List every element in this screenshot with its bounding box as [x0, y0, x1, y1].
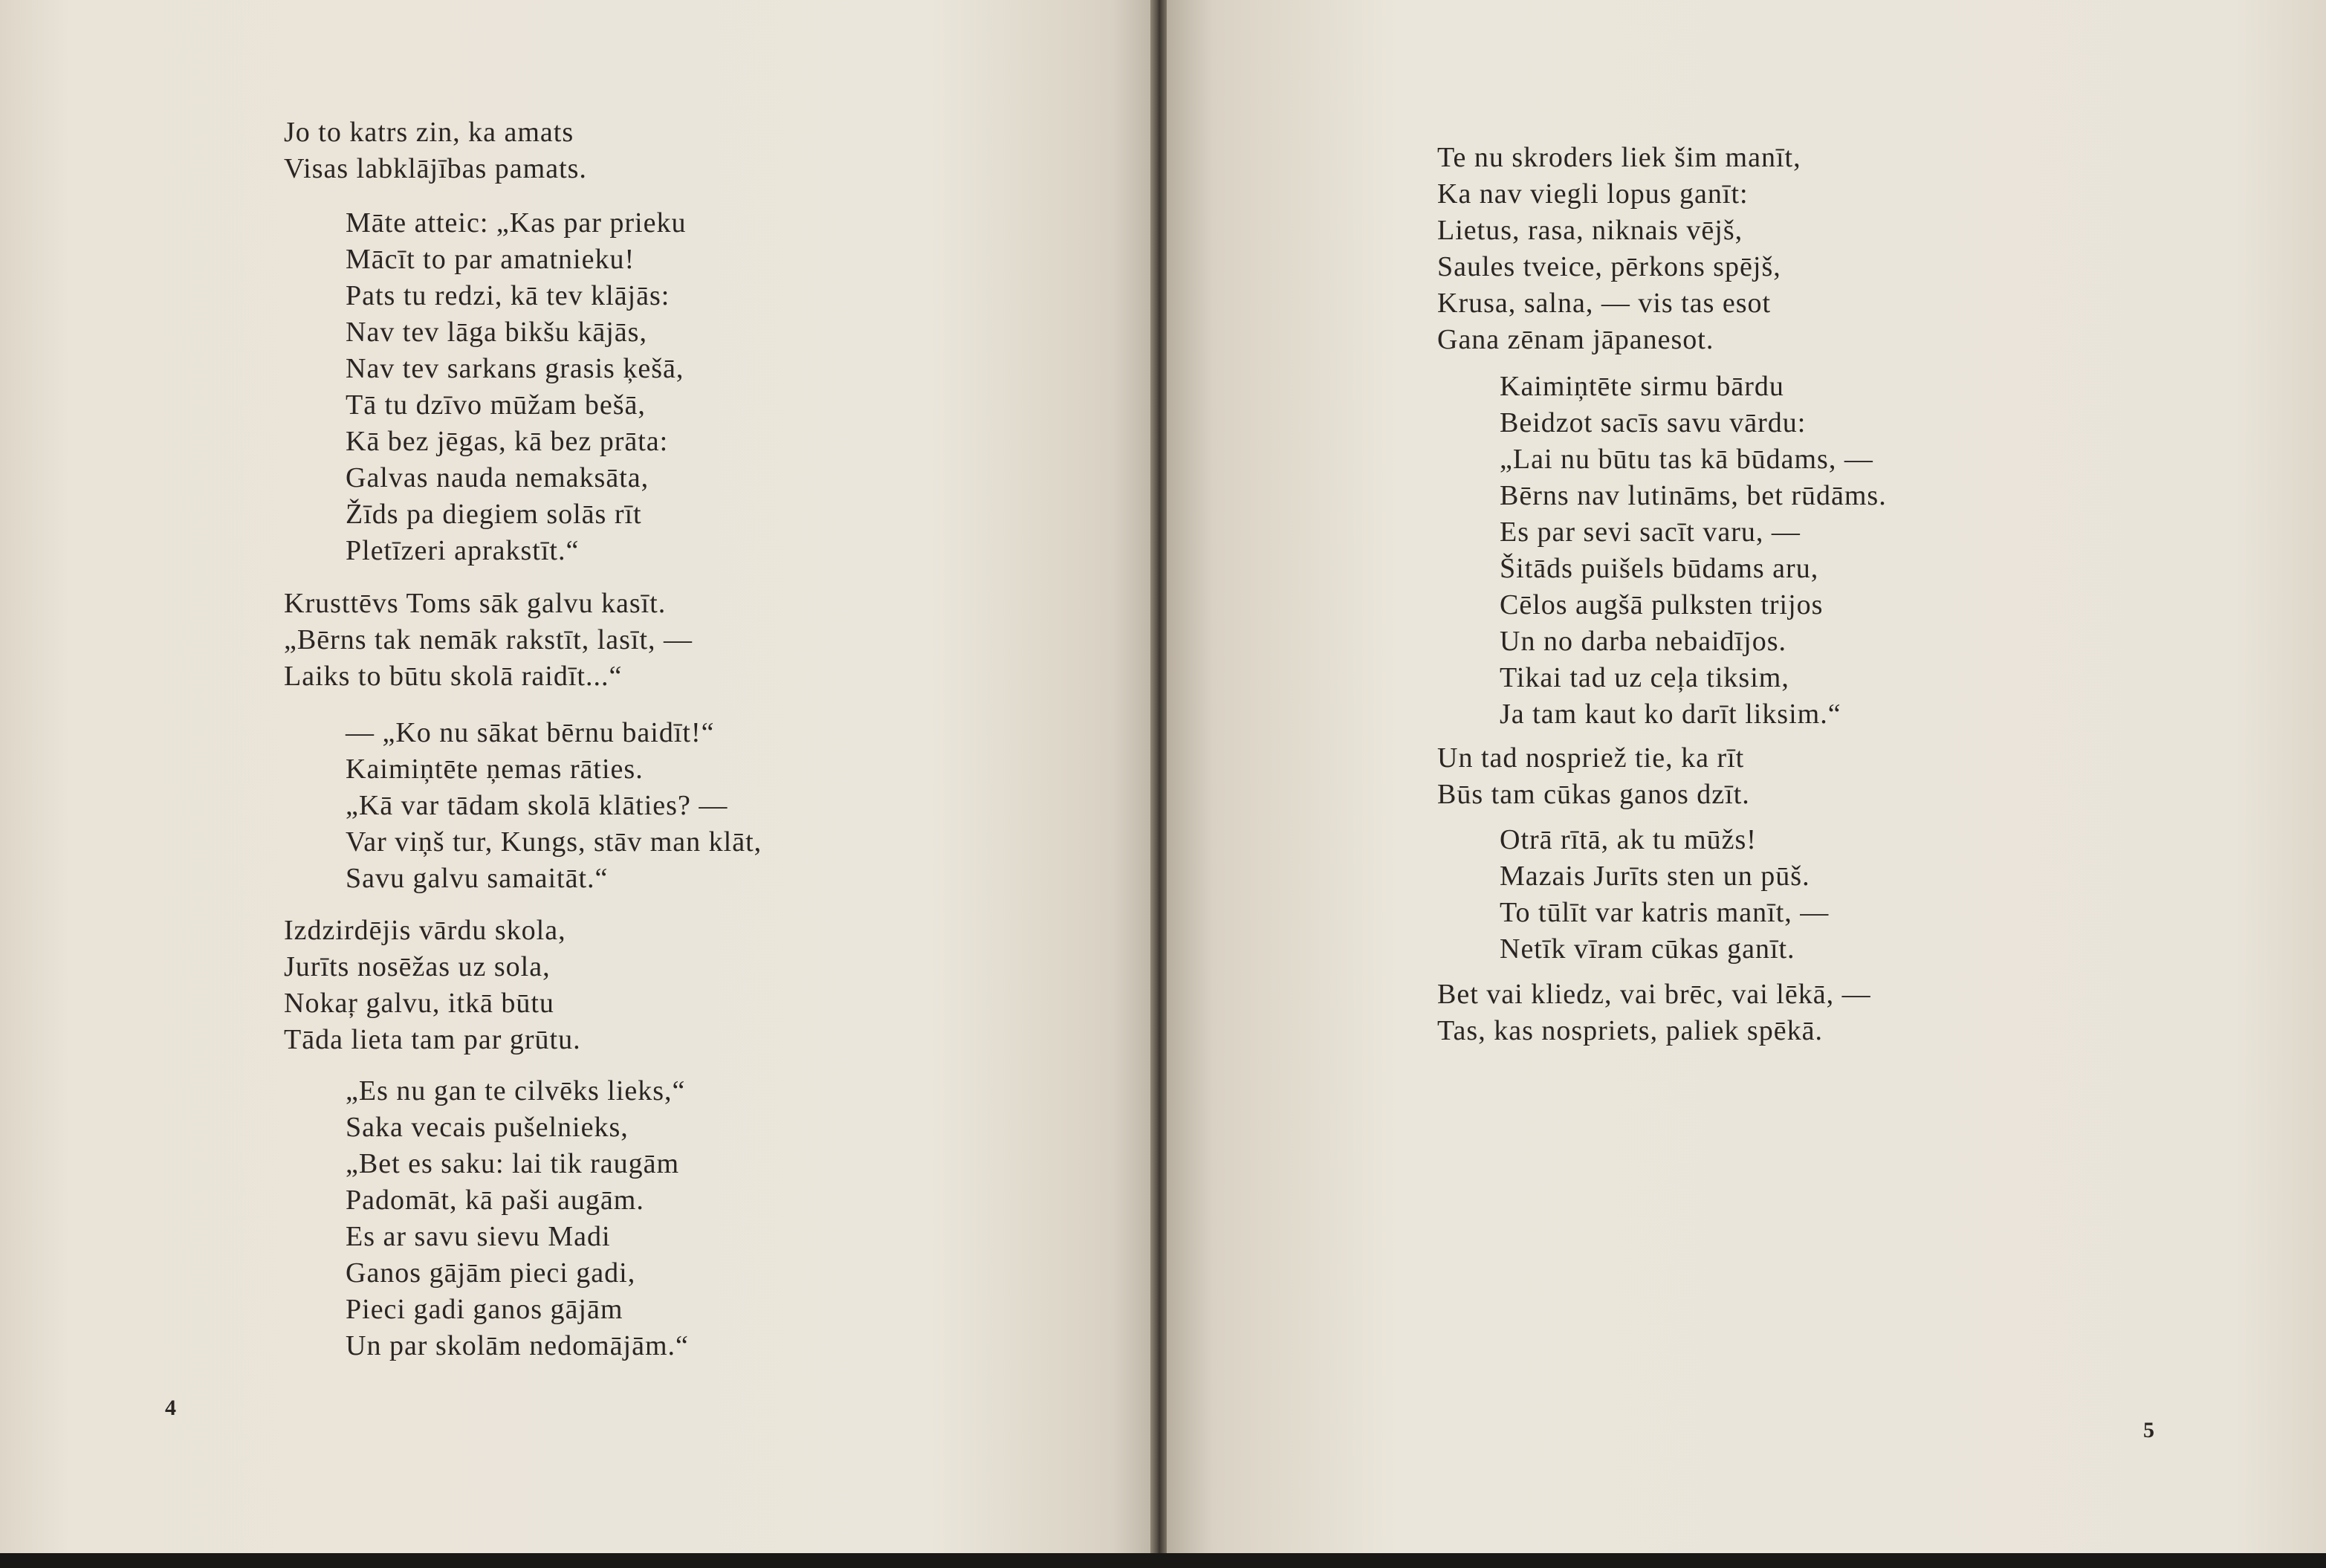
verse-line: Un no darba nebaidījos.	[1500, 626, 1787, 657]
verse-line: Tāda lieta tam par grūtu.	[284, 1024, 581, 1055]
stanza	[346, 715, 762, 897]
verse-line: Var viņš tur, Kungs, stāv man klāt,	[346, 826, 762, 858]
verse-line: „Bērns tak nemāk rakstīt, lasīt, —	[284, 624, 693, 655]
verse-line: Māte atteic: „Kas par prieku	[346, 207, 687, 239]
verse-line: Un par skolām nedomājām.“	[346, 1330, 689, 1361]
verse-line: Savu galvu samaitāt.“	[346, 863, 609, 894]
verse-line: Kaimiņtēte ņemas rāties.	[346, 754, 644, 785]
verse-line: Galvas nauda nemaksāta,	[346, 462, 649, 493]
verse-line: Jurīts nosēžas uz sola,	[284, 951, 551, 982]
verse-line: Es par sevi sacīt varu, —	[1500, 516, 1801, 548]
verse-line: Netīk vīram cūkas ganīt.	[1500, 933, 1795, 965]
verse-line: Saka vecais pušelnieks,	[346, 1112, 629, 1143]
verse-line: Beidzot sacīs savu vārdu:	[1500, 407, 1807, 438]
verse-line: Bērns nav lutināms, bet rūdāms.	[1500, 480, 1887, 511]
verse-line: Ka nav viegli lopus ganīt:	[1437, 178, 1749, 210]
verse-line: Būs tam cūkas ganos dzīt.	[1437, 779, 1750, 810]
stanza	[1437, 976, 1871, 1049]
verse-line: Laiks to būtu skolā raidīt...“	[284, 661, 623, 692]
stanza	[346, 205, 686, 569]
stanza	[1500, 369, 1887, 733]
verse-line: — „Ko nu sākat bērnu baidīt!“	[346, 717, 715, 748]
verse-line: Nav tev lāga bikšu kājās,	[346, 317, 647, 348]
verse-line: Tikai tad uz ceļa tiksim,	[1500, 662, 1789, 693]
book-gutter	[1150, 0, 1167, 1568]
verse-line: „Lai nu būtu tas kā būdams, —	[1500, 444, 1873, 475]
verse-line: Cēlos augšā pulksten trijos	[1500, 589, 1824, 621]
verse-line: Nav tev sarkans grasis ķešā,	[346, 353, 684, 384]
verse-line: Krusttēvs Toms sāk galvu kasīt.	[284, 588, 667, 619]
stanza	[284, 114, 587, 187]
verse-line: Šitāds puišels būdams aru,	[1500, 553, 1819, 584]
stanza	[1500, 822, 1829, 968]
verse-line: Te nu skroders liek šim manīt,	[1437, 142, 1801, 173]
verse-line: Krusa, salna, — vis tas esot	[1437, 288, 1772, 319]
verse-line: Un tad nospriež tie, ka rīt	[1437, 742, 1745, 774]
verse-line: „Kā var tādam skolā klāties? —	[346, 790, 728, 821]
verse-line: Pieci gadi ganos gājām	[346, 1294, 623, 1325]
verse-line: Padomāt, kā paši augām.	[346, 1185, 644, 1216]
verse-line: Saules tveice, pērkons spējš,	[1437, 251, 1781, 282]
verse-line: Pletīzeri aprakstīt.“	[346, 535, 580, 566]
stanza	[1437, 140, 1801, 358]
verse-line: Es ar savu sievu Madi	[346, 1221, 611, 1252]
verse-line: Nokaŗ galvu, itkā būtu	[284, 988, 554, 1019]
verse-line: Pats tu redzi, kā tev klājās:	[346, 280, 670, 311]
verse-line: „Es nu gan te cilvēks lieks,“	[346, 1075, 686, 1107]
right-page	[1167, 0, 2326, 1558]
stanza	[284, 913, 581, 1058]
stanza	[1437, 740, 1750, 813]
left-page	[0, 0, 1159, 1558]
verse-line: Kā bez jēgas, kā bez prāta:	[346, 426, 669, 457]
verse-line: Lietus, rasa, niknais vējš,	[1437, 215, 1743, 246]
stanza	[284, 586, 693, 695]
verse-line: Mācīt to par amatnieku!	[346, 244, 635, 275]
verse-line: Otrā rītā, ak tu mūžs!	[1500, 824, 1757, 855]
verse-line: „Bet es saku: lai tik raugām	[346, 1148, 680, 1179]
page-number: 5	[2143, 1418, 2154, 1442]
verse-line: Gana zēnam jāpanesot.	[1437, 324, 1714, 355]
stanza	[346, 1073, 689, 1364]
verse-line: Mazais Jurīts sten un pūš.	[1500, 861, 1810, 892]
verse-line: Tas, kas nospriets, paliek spēkā.	[1437, 1015, 1823, 1046]
verse-line: Ja tam kaut ko darīt liksim.“	[1500, 699, 1841, 730]
verse-line: Kaimiņtēte sirmu bārdu	[1500, 371, 1784, 402]
page-bottom-edge	[0, 1553, 2326, 1568]
verse-line: To tūlīt var katris manīt, —	[1500, 897, 1830, 928]
verse-line: Ganos gājām pieci gadi,	[346, 1257, 636, 1289]
verse-line: Jo to katrs zin, ka amats	[284, 117, 574, 148]
verse-line: Izdzirdējis vārdu skola,	[284, 915, 566, 946]
verse-line: Bet vai kliedz, vai brēc, vai lēkā, —	[1437, 979, 1871, 1010]
verse-line: Žīds pa diegiem solās rīt	[346, 499, 642, 530]
page-number: 4	[165, 1396, 176, 1420]
verse-line: Visas labklājības pamats.	[284, 153, 587, 184]
verse-line: Tā tu dzīvo mūžam bešā,	[346, 389, 646, 421]
